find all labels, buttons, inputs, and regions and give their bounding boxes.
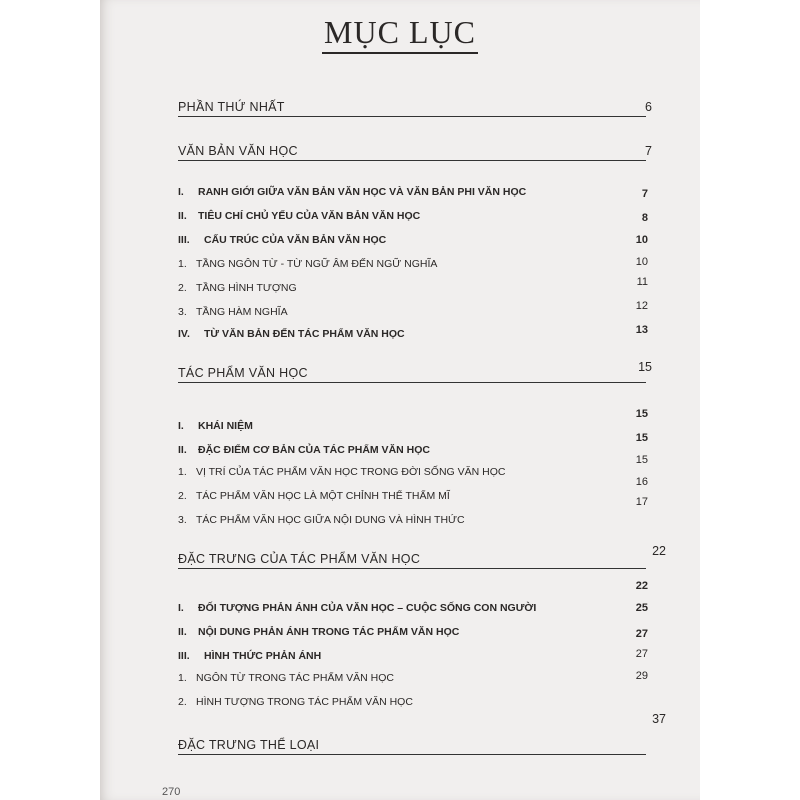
entry-number: III. — [178, 650, 190, 662]
entry-page: 25 — [635, 602, 648, 614]
toc-entry — [178, 276, 648, 298]
toc-entry — [178, 454, 648, 482]
entry-page: 27 — [635, 648, 648, 660]
section-label: VĂN BẢN VĂN HỌC — [178, 144, 298, 158]
section-heading — [178, 712, 666, 755]
section-label: PHẦN THỨ NHẤT — [178, 100, 285, 114]
section-page: 22 — [652, 544, 666, 558]
entry-number: I. — [178, 186, 184, 198]
entry-number: 2. — [178, 282, 187, 294]
toc-entry — [178, 234, 648, 250]
entry-page: 16 — [635, 476, 648, 488]
entry-label: NỘI DUNG PHẢN ÁNH TRONG TÁC PHẨM VĂN HỌC — [198, 626, 460, 638]
toc-entry — [178, 324, 648, 344]
entry-page: 11 — [636, 276, 648, 288]
entry-number: 1. — [178, 466, 187, 478]
entry-label: HÌNH THỨC PHẢN ÁNH — [204, 650, 322, 662]
section-heading — [178, 140, 652, 161]
entry-page: 8 — [641, 212, 648, 224]
entry-number: II. — [178, 626, 187, 638]
entry-label: KHÁI NIỆM — [198, 420, 253, 432]
section-heading — [178, 360, 652, 383]
entry-page: 7 — [641, 188, 648, 200]
section-heading — [178, 544, 666, 569]
toc-entry — [178, 580, 648, 618]
toc-entry — [178, 300, 648, 322]
entry-number: IV. — [178, 328, 190, 340]
entry-number: 1. — [178, 258, 187, 270]
entry-label: TÁC PHẨM VĂN HỌC LÀ MỘT CHỈNH THỂ THẨM MĨ — [196, 490, 450, 502]
section-page: 6 — [645, 100, 652, 114]
entry-page: 10 — [635, 256, 648, 268]
entry-number: 2. — [178, 490, 187, 502]
entry-label: ĐẶC ĐIỂM CƠ BẢN CỦA TÁC PHẨM VĂN HỌC — [198, 444, 430, 456]
toc-entry — [178, 210, 648, 226]
entry-number: 3. — [178, 514, 187, 526]
entry-page: 22 — [635, 580, 648, 592]
entry-number: 1. — [178, 672, 187, 684]
entry-label: TẦNG NGÔN TỪ - TỪ NGỮ ÂM ĐẾN NGỮ NGHĨA — [196, 258, 438, 270]
entry-number: II. — [178, 444, 187, 456]
entry-page: 29 — [635, 670, 648, 682]
section-label: ĐẶC TRƯNG THỂ LOẠI — [178, 738, 320, 752]
entry-number: II. — [178, 210, 187, 222]
section-heading — [178, 96, 652, 117]
entry-number: 2. — [178, 696, 187, 708]
entry-number: I. — [178, 420, 184, 432]
entry-number: 3. — [178, 306, 187, 318]
entry-label: TỪ VĂN BẢN ĐẾN TÁC PHẨM VĂN HỌC — [204, 328, 405, 340]
section-label: TÁC PHẨM VĂN HỌC — [178, 366, 308, 380]
entry-page: 12 — [635, 300, 648, 312]
footer-page-number: 270 — [162, 786, 181, 798]
entry-number: I. — [178, 602, 184, 614]
section-page: 37 — [652, 712, 666, 726]
entry-page: 13 — [635, 324, 648, 336]
entry-label: TÁC PHẨM VĂN HỌC GIỮA NỘI DUNG VÀ HÌNH THỨC — [196, 514, 465, 526]
entry-page: 27 — [635, 628, 648, 640]
entry-page: 17 — [635, 496, 648, 508]
book-page — [100, 0, 700, 800]
entry-label: TẦNG HÌNH TƯỢNG — [196, 282, 297, 294]
entry-label: ĐỐI TƯỢNG PHẢN ÁNH CỦA VĂN HỌC – CUỘC SỐNG CON NGƯỜI — [198, 602, 537, 614]
toc-entry — [178, 476, 648, 506]
entry-label: TIÊU CHÍ CHỦ YẾU CỦA VĂN BẢN VĂN HỌC — [198, 210, 421, 222]
toc-entry — [178, 186, 648, 202]
section-page: 7 — [645, 144, 652, 158]
entry-label: VỊ TRÍ CỦA TÁC PHẨM VĂN HỌC TRONG ĐỜI SỐNG VĂN HỌC — [196, 466, 506, 478]
toc-entry — [178, 258, 648, 274]
entry-label: NGÔN TỪ TRONG TÁC PHẨM VĂN HỌC — [196, 672, 394, 684]
page-title: MỤC LỤC — [100, 14, 700, 51]
entry-number: III. — [178, 234, 190, 246]
toc-entry — [178, 408, 648, 436]
entry-page: 15 — [635, 408, 648, 420]
toc-entry — [178, 432, 648, 460]
entry-page: 10 — [635, 234, 648, 246]
entry-label: RANH GIỚI GIỮA VĂN BẢN VĂN HỌC VÀ VĂN BẢN PHI VĂN HỌC — [198, 186, 527, 198]
section-page: 15 — [638, 360, 652, 374]
entry-label: TẦNG HÀM NGHĨA — [196, 306, 288, 318]
section-label: ĐẶC TRƯNG CỦA TÁC PHẨM VĂN HỌC — [178, 552, 421, 566]
entry-page: 15 — [635, 432, 648, 444]
entry-page: 15 — [635, 454, 648, 466]
entry-label: CẤU TRÚC CỦA VĂN BẢN VĂN HỌC — [204, 234, 387, 246]
entry-label: HÌNH TƯỢNG TRONG TÁC PHẨM VĂN HỌC — [196, 696, 413, 708]
